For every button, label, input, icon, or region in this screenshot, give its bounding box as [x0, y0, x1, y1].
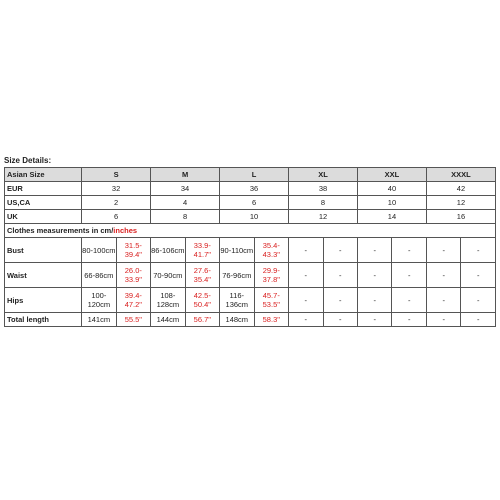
measurement-inch-cell: 35.4-43.3": [254, 238, 288, 263]
size-header-cell: XXXL: [426, 168, 495, 182]
conversion-cell: 6: [220, 196, 289, 210]
measurement-cm-cell: -: [392, 288, 426, 313]
measurement-cm-cell: -: [323, 313, 357, 327]
measurement-inch-cell: 26.0-33.9": [116, 263, 151, 288]
conversion-row: [5, 210, 496, 224]
size-header-cell: S: [82, 168, 151, 182]
conversion-cell: 42: [426, 182, 495, 196]
measurement-cm-cell: 80-100cm: [82, 238, 116, 263]
measurement-row: [5, 313, 496, 327]
conversion-row: [5, 182, 496, 196]
measurement-cm-cell: -: [461, 238, 496, 263]
asian-size-label: Asian Size: [5, 168, 82, 182]
measurement-cm-cell: -: [357, 263, 391, 288]
measurement-cm-cell: -: [357, 288, 391, 313]
conversion-cell: 40: [357, 182, 426, 196]
size-header-cell: L: [220, 168, 289, 182]
measurement-row: [5, 263, 496, 288]
conversion-cell: 6: [82, 210, 151, 224]
measurement-row-label: Waist: [5, 263, 82, 288]
measurement-inch-cell: 55.5": [116, 313, 151, 327]
measurement-cm-cell: -: [426, 313, 460, 327]
conversion-cell: 10: [357, 196, 426, 210]
measurement-cm-cell: 148cm: [220, 313, 254, 327]
measurement-inch-cell: 58.3": [254, 313, 288, 327]
measurements-title-accent: inches: [113, 226, 138, 235]
measurement-cm-cell: -: [461, 263, 496, 288]
measurement-cm-cell: 76-96cm: [220, 263, 254, 288]
measurement-inch-cell: 27.6-35.4": [185, 263, 219, 288]
measurements-title-row: [5, 224, 496, 238]
size-table: [4, 167, 496, 327]
conversion-cell: 38: [289, 182, 358, 196]
measurement-inch-cell: 42.5-50.4": [185, 288, 219, 313]
measurement-cm-cell: -: [323, 238, 357, 263]
conversion-cell: 14: [357, 210, 426, 224]
measurement-cm-cell: 141cm: [82, 313, 116, 327]
measurement-cm-cell: -: [357, 238, 391, 263]
measurement-inch-cell: 31.5-39.4": [116, 238, 151, 263]
measurement-row-label: Bust: [5, 238, 82, 263]
conversion-cell: 36: [220, 182, 289, 196]
measurement-cm-cell: -: [461, 288, 496, 313]
measurement-cm-cell: 108-128cm: [151, 288, 185, 313]
measurement-cm-cell: 144cm: [151, 313, 185, 327]
conversion-cell: 10: [220, 210, 289, 224]
measurement-cm-cell: -: [461, 313, 496, 327]
measurement-cm-cell: 100-120cm: [82, 288, 116, 313]
measurement-cm-cell: -: [426, 238, 460, 263]
conversion-row-label: US,CA: [5, 196, 82, 210]
conversion-cell: 2: [82, 196, 151, 210]
measurement-cm-cell: -: [392, 238, 426, 263]
measurement-cm-cell: -: [289, 263, 323, 288]
size-header-row: [5, 168, 496, 182]
measurement-cm-cell: 116-136cm: [220, 288, 254, 313]
conversion-row-label: UK: [5, 210, 82, 224]
measurement-cm-cell: -: [357, 313, 391, 327]
size-header-cell: XL: [289, 168, 358, 182]
measurement-cm-cell: -: [392, 313, 426, 327]
conversion-cell: 4: [151, 196, 220, 210]
measurement-cm-cell: -: [323, 288, 357, 313]
measurement-cm-cell: 90-110cm: [220, 238, 254, 263]
measurement-inch-cell: 56.7": [185, 313, 219, 327]
measurement-row-label: Total length: [5, 313, 82, 327]
measurement-cm-cell: -: [426, 263, 460, 288]
conversion-cell: 16: [426, 210, 495, 224]
conversion-cell: 12: [289, 210, 358, 224]
measurement-inch-cell: 45.7-53.5": [254, 288, 288, 313]
measurement-row-label: Hips: [5, 288, 82, 313]
measurement-row: [5, 238, 496, 263]
measurement-cm-cell: -: [289, 238, 323, 263]
size-header-cell: XXL: [357, 168, 426, 182]
measurement-cm-cell: -: [426, 288, 460, 313]
measurement-cm-cell: -: [289, 313, 323, 327]
conversion-row: [5, 196, 496, 210]
conversion-cell: 8: [151, 210, 220, 224]
measurement-inch-cell: 33.9-41.7": [185, 238, 219, 263]
measurement-inch-cell: 29.9-37.8": [254, 263, 288, 288]
measurement-cm-cell: 70-90cm: [151, 263, 185, 288]
measurement-cm-cell: -: [289, 288, 323, 313]
size-chart: [4, 155, 496, 327]
measurement-row: [5, 288, 496, 313]
conversion-row-label: EUR: [5, 182, 82, 196]
measurements-title: [5, 224, 496, 238]
measurement-cm-cell: 66-86cm: [82, 263, 116, 288]
size-header-cell: M: [151, 168, 220, 182]
measurement-inch-cell: 39.4-47.2": [116, 288, 151, 313]
measurement-cm-cell: 86-106cm: [151, 238, 185, 263]
conversion-cell: 8: [289, 196, 358, 210]
conversion-cell: 12: [426, 196, 495, 210]
conversion-cell: 34: [151, 182, 220, 196]
conversion-cell: 32: [82, 182, 151, 196]
measurement-cm-cell: -: [323, 263, 357, 288]
measurement-cm-cell: -: [392, 263, 426, 288]
size-details-heading: Size Details:: [4, 156, 52, 165]
measurements-title-prefix: Clothes measurements in cm/: [7, 226, 114, 235]
